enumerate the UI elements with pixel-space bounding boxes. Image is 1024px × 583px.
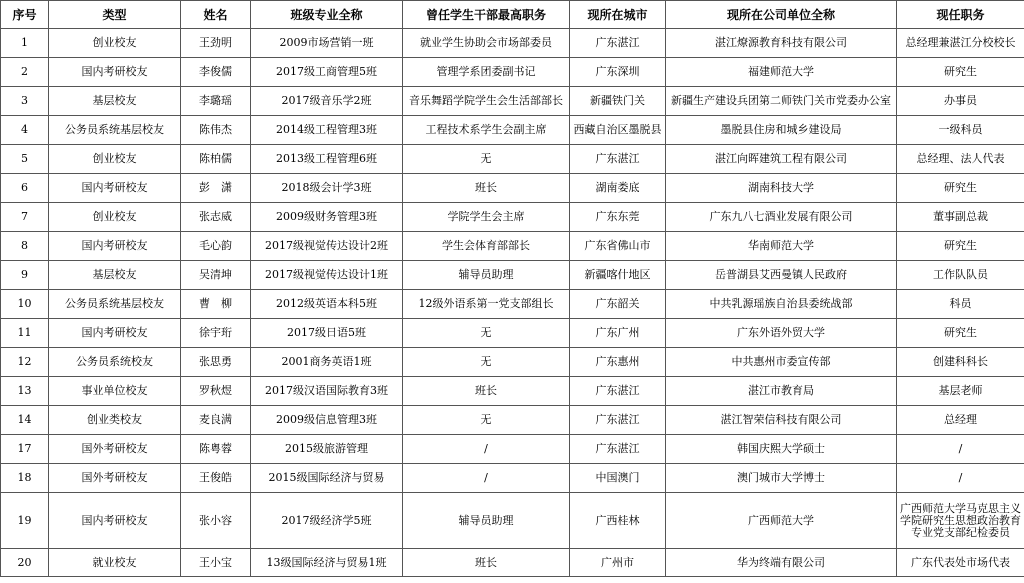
cell-name: 陈伟杰 [181,116,251,145]
cell-name: 王小宝 [181,549,251,577]
cell-city: 广东湛江 [570,435,666,464]
cell-name: 罗秋煜 [181,377,251,406]
table-row [1,145,1024,174]
cell-class: 2017级日语5班 [251,319,403,348]
table-row [1,406,1024,435]
cell-former-role: 学生会体育部部长 [403,232,570,261]
cell-index: 18 [1,464,49,493]
table-row [1,290,1024,319]
cell-name: 张小容 [181,493,251,549]
cell-index: 11 [1,319,49,348]
header-class: 班级专业全称 [251,1,403,29]
cell-former-role: 就业学生协助会市场部委员 [403,29,570,58]
cell-type: 国内考研校友 [49,319,181,348]
cell-index: 5 [1,145,49,174]
cell-position: 办事员 [897,87,1024,116]
cell-name: 李俊儒 [181,58,251,87]
cell-index: 17 [1,435,49,464]
cell-type: 公务员系统基层校友 [49,116,181,145]
table-row [1,464,1024,493]
cell-position: 研究生 [897,232,1024,261]
cell-company: 广西师范大学 [666,493,897,549]
table-row [1,549,1024,577]
cell-class: 2018级会计学3班 [251,174,403,203]
cell-class: 2015级国际经济与贸易 [251,464,403,493]
table-row [1,58,1024,87]
cell-city: 新疆铁门关 [570,87,666,116]
table-row [1,435,1024,464]
table-row [1,493,1024,549]
cell-city: 广西桂林 [570,493,666,549]
cell-former-role: 辅导员助理 [403,493,570,549]
cell-index: 4 [1,116,49,145]
cell-company: 岳普湖县艾西曼镇人民政府 [666,261,897,290]
cell-type: 国外考研校友 [49,435,181,464]
cell-former-role: 管理学系团委副书记 [403,58,570,87]
cell-class: 2013级工程管理6班 [251,145,403,174]
cell-city: 广东广州 [570,319,666,348]
cell-former-role: 无 [403,348,570,377]
cell-city: 广东韶关 [570,290,666,319]
cell-city: 广东湛江 [570,145,666,174]
cell-former-role: 辅导员助理 [403,261,570,290]
cell-class: 2014级工程管理3班 [251,116,403,145]
cell-company: 湛江智荣信科技有限公司 [666,406,897,435]
cell-class: 2017级视觉传达设计2班 [251,232,403,261]
cell-city: 广东深圳 [570,58,666,87]
cell-type: 国内考研校友 [49,232,181,261]
table-row [1,116,1024,145]
cell-company: 广东九八七酒业发展有限公司 [666,203,897,232]
header-city: 现所在城市 [570,1,666,29]
cell-former-role: 音乐舞蹈学院学生会生活部部长 [403,87,570,116]
cell-type: 公务员系统校友 [49,348,181,377]
cell-former-role: 无 [403,406,570,435]
table-row [1,203,1024,232]
cell-former-role: 班长 [403,174,570,203]
cell-position: / [897,464,1024,493]
cell-type: 创业校友 [49,29,181,58]
cell-company: 华南师范大学 [666,232,897,261]
cell-name: 陈粤蓉 [181,435,251,464]
cell-former-role: 无 [403,319,570,348]
table-row [1,29,1024,58]
cell-class: 2015级旅游管理 [251,435,403,464]
cell-company: 墨脱县住房和城乡建设局 [666,116,897,145]
cell-city: 广东惠州 [570,348,666,377]
cell-type: 创业校友 [49,145,181,174]
cell-company: 广东外语外贸大学 [666,319,897,348]
cell-position: 研究生 [897,58,1024,87]
cell-company: 中共惠州市委宣传部 [666,348,897,377]
cell-name: 陈柏儒 [181,145,251,174]
cell-index: 3 [1,87,49,116]
cell-class: 2017级视觉传达设计1班 [251,261,403,290]
cell-index: 2 [1,58,49,87]
cell-name: 王劲明 [181,29,251,58]
cell-city: 广州市 [570,549,666,577]
cell-class: 2017级汉语国际教育3班 [251,377,403,406]
cell-type: 国内考研校友 [49,174,181,203]
cell-former-role: 12级外语系第一党支部组长 [403,290,570,319]
cell-name: 彭 潇 [181,174,251,203]
cell-index: 1 [1,29,49,58]
cell-city: 西藏自治区墨脱县 [570,116,666,145]
cell-company: 湛江市教育局 [666,377,897,406]
cell-class: 13级国际经济与贸易1班 [251,549,403,577]
cell-city: 广东湛江 [570,406,666,435]
cell-index: 20 [1,549,49,577]
cell-class: 2009级财务管理3班 [251,203,403,232]
cell-former-role: 工程技术系学生会副主席 [403,116,570,145]
cell-position: 基层老师 [897,377,1024,406]
cell-type: 事业单位校友 [49,377,181,406]
cell-name: 张志威 [181,203,251,232]
cell-class: 2009市场营销一班 [251,29,403,58]
cell-company: 福建师范大学 [666,58,897,87]
cell-city: 中国澳门 [570,464,666,493]
cell-position: 董事副总裁 [897,203,1024,232]
cell-position: 广西师范大学马克思主义学院研究生思想政治教育专业党支部纪检委员 [897,493,1024,549]
cell-company: 湖南科技大学 [666,174,897,203]
cell-former-role: 班长 [403,377,570,406]
cell-type: 就业校友 [49,549,181,577]
cell-former-role: 无 [403,145,570,174]
cell-name: 毛心韵 [181,232,251,261]
cell-position: / [897,435,1024,464]
cell-type: 创业校友 [49,203,181,232]
cell-type: 国外考研校友 [49,464,181,493]
cell-position: 广东代表处市场代表 [897,549,1024,577]
cell-index: 9 [1,261,49,290]
cell-name: 曹 柳 [181,290,251,319]
cell-position: 总经理兼湛江分校校长 [897,29,1024,58]
cell-class: 2017级经济学5班 [251,493,403,549]
cell-type: 基层校友 [49,87,181,116]
header-name: 姓名 [181,1,251,29]
cell-name: 徐宇珩 [181,319,251,348]
cell-position: 总经理、法人代表 [897,145,1024,174]
cell-position: 科员 [897,290,1024,319]
table-row [1,174,1024,203]
cell-company: 华为终端有限公司 [666,549,897,577]
cell-name: 麦良满 [181,406,251,435]
cell-former-role: 学院学生会主席 [403,203,570,232]
cell-type: 基层校友 [49,261,181,290]
cell-company: 新疆生产建设兵团第二师铁门关市党委办公室 [666,87,897,116]
header-type: 类型 [49,1,181,29]
cell-type: 公务员系统基层校友 [49,290,181,319]
cell-index: 8 [1,232,49,261]
cell-former-role: / [403,435,570,464]
table-row [1,87,1024,116]
cell-class: 2012级英语本科5班 [251,290,403,319]
cell-index: 13 [1,377,49,406]
cell-index: 7 [1,203,49,232]
cell-former-role: 班长 [403,549,570,577]
cell-city: 广东省佛山市 [570,232,666,261]
table-row [1,232,1024,261]
cell-company: 澳门城市大学博士 [666,464,897,493]
cell-type: 创业类校友 [49,406,181,435]
header-position: 现任职务 [897,1,1024,29]
cell-former-role: / [403,464,570,493]
cell-city: 广东东莞 [570,203,666,232]
table-row [1,319,1024,348]
cell-index: 6 [1,174,49,203]
cell-position: 研究生 [897,319,1024,348]
table-row [1,348,1024,377]
cell-type: 国内考研校友 [49,493,181,549]
cell-position: 一级科员 [897,116,1024,145]
cell-company: 湛江燎源教育科技有限公司 [666,29,897,58]
cell-class: 2001商务英语1班 [251,348,403,377]
cell-city: 广东湛江 [570,377,666,406]
cell-class: 2017级工商管理5班 [251,58,403,87]
cell-position: 总经理 [897,406,1024,435]
cell-position: 创建科科长 [897,348,1024,377]
cell-index: 19 [1,493,49,549]
cell-position: 研究生 [897,174,1024,203]
table-header-row [1,1,1024,29]
header-index: 序号 [1,1,49,29]
cell-index: 10 [1,290,49,319]
cell-city: 广东湛江 [570,29,666,58]
cell-class: 2017级音乐学2班 [251,87,403,116]
cell-position: 工作队队员 [897,261,1024,290]
cell-class: 2009级信息管理3班 [251,406,403,435]
table-row [1,261,1024,290]
cell-name: 李璐瑶 [181,87,251,116]
cell-index: 12 [1,348,49,377]
cell-name: 吴清坤 [181,261,251,290]
cell-type: 国内考研校友 [49,58,181,87]
cell-company: 中共乳源瑶族自治县委统战部 [666,290,897,319]
cell-company: 湛江向晖建筑工程有限公司 [666,145,897,174]
table-row [1,377,1024,406]
cell-company: 韩国庆熙大学硕士 [666,435,897,464]
cell-city: 新疆喀什地区 [570,261,666,290]
cell-name: 张思勇 [181,348,251,377]
cell-name: 王俊皓 [181,464,251,493]
cell-city: 湖南娄底 [570,174,666,203]
header-company: 现所在公司单位全称 [666,1,897,29]
header-former-role: 曾任学生干部最高职务 [403,1,570,29]
cell-index: 14 [1,406,49,435]
